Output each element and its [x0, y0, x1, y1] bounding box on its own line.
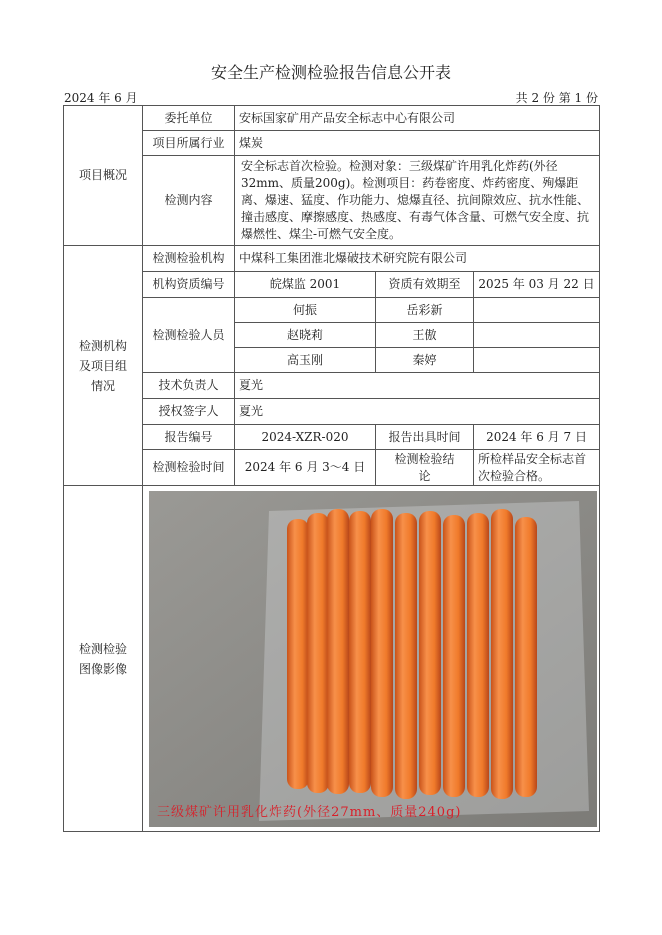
tech-lead-value: 夏光: [235, 373, 600, 399]
test-time-value: 2024 年 6 月 3～4 日: [235, 450, 376, 486]
document-title: 安全生产检测检验报告信息公开表: [210, 63, 451, 82]
photo-illustration: [149, 491, 597, 827]
staff-name: 何振: [235, 298, 376, 323]
qual-no-value: 皖煤监 2001: [235, 272, 376, 298]
conclusion-label: 检测检验结论: [394, 451, 455, 483]
test-time-label: 检测检验时间: [143, 450, 235, 486]
conclusion-value: 所检样品安全标志首次检验合格。: [474, 450, 600, 486]
staff-name: 高玉刚: [235, 348, 376, 373]
org-label: 检测检验机构: [143, 246, 235, 272]
org-value: 中煤科工集团淮北爆破技术研究院有限公司: [235, 246, 600, 272]
cartridges: [287, 509, 537, 799]
content-label: 检测内容: [143, 156, 235, 246]
qual-no-label: 机构资质编号: [143, 272, 235, 298]
copies-info: 共 2 份 第 1 份: [515, 91, 598, 105]
report-table: [63, 105, 600, 832]
report-no-value: 2024-XZR-020: [235, 425, 376, 450]
staff-name: 秦婷: [376, 348, 474, 373]
photo-cell: [143, 486, 600, 832]
staff-name: 岳彩新: [376, 298, 474, 323]
staff-name: [474, 348, 600, 373]
staff-name: [474, 323, 600, 348]
valid-label: 资质有效期至: [376, 272, 474, 298]
client-value: 安标国家矿用产品安全标志中心有限公司: [235, 106, 600, 131]
overview-section-label: 项目概况: [64, 106, 143, 246]
tech-lead-label: 技术负责人: [143, 373, 235, 399]
agency-section-text: 检测机构及项目组情况: [78, 338, 127, 393]
images-section-text: 检测检验图像影像: [78, 641, 127, 676]
signer-label: 授权签字人: [143, 399, 235, 425]
sample-photo: [149, 491, 597, 827]
staff-name: 王傲: [376, 323, 474, 348]
images-section-label: [64, 486, 143, 832]
industry-label: 项目所属行业: [143, 131, 235, 156]
photo-caption: 三级煤矿许用乳化炸药(外径27mm、质量240g): [157, 804, 462, 820]
staff-name: [474, 298, 600, 323]
client-label: 委托单位: [143, 106, 235, 131]
valid-value: 2025 年 03 月 22 日: [474, 272, 600, 298]
report-date: 2024 年 6 月: [64, 91, 138, 105]
signer-value: 夏光: [235, 399, 600, 425]
report-no-label: 报告编号: [143, 425, 235, 450]
agency-section-label: [64, 246, 143, 486]
issue-time-value: 2024 年 6 月 7 日: [474, 425, 600, 450]
staff-name: 赵晓莉: [235, 323, 376, 348]
issue-time-label: 报告出具时间: [376, 425, 474, 450]
content-value: 安全标志首次检验。检测对象：三级煤矿许用乳化炸药(外径32mm、质量200g)。检测项目：药卷密度、炸药密度、殉爆距离、爆速、猛度、作功能力、熄爆直径、抗间隙效应、抗水性能、撞击感度、摩擦感度、热感度、有毒气体含量、可燃气安全度、抗爆燃性、煤尘-可燃气安全度。: [235, 156, 600, 246]
staff-label: 检测检验人员: [143, 298, 235, 373]
industry-value: 煤炭: [235, 131, 600, 156]
conclusion-label-cell: [376, 450, 474, 486]
